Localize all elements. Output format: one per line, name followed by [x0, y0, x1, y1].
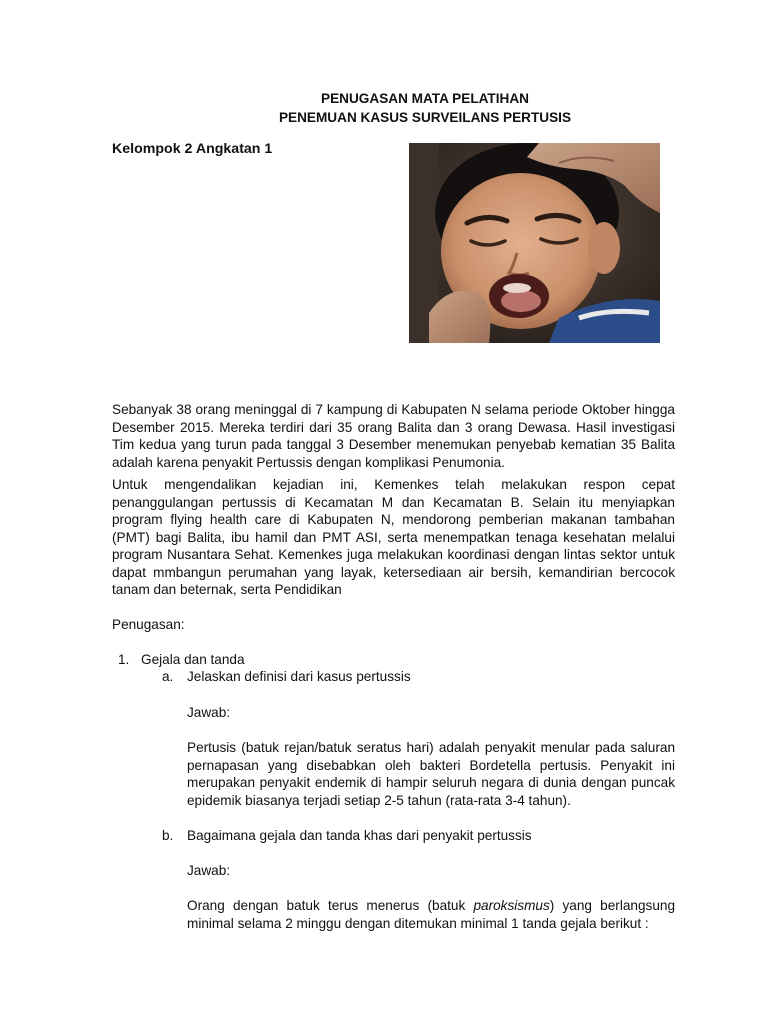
- subitem-a-answer-label: Jawab:: [187, 705, 231, 720]
- subitem-a-question: Jelaskan definisi dari kasus pertussis: [187, 669, 411, 684]
- list-item-title: Gejala dan tanda: [141, 652, 245, 667]
- subitem-b-answer: [187, 897, 675, 932]
- answer-b-end: ) yang berlangsung minimal selama 2 minggu dengan ditemukan minimal 1 tanda gejala berikut :: [187, 898, 676, 931]
- intro-paragraph: Sebanyak 38 orang meninggal di 7 kampung di Kabupaten N selama periode Oktober hingga Desember 2015. Mereka terdiri dari 35 orang Balita dan 3 orang Dewasa. Hasil investigasi Tim kedua yang turun pada tanggal 3 Desember menemukan penyebab kematian 35 Balita adalah karena penyakit Pertussis dengan komplikasi Penumonia.: [112, 402, 675, 470]
- title-line-1: PENUGASAN MATA PELATIHAN: [321, 91, 529, 106]
- subitem-b-question: Bagaimana gejala dan tanda khas dari penyakit pertussis: [187, 828, 532, 843]
- response-paragraph: Untuk mengendalikan kejadian ini, Kemenkes telah melakukan respon cepat penanggulangan pertussis di Kecamatan M dan Kecamatan B. Selain itu menyiapkan program flying health care di Kabupaten N, mendorong pemberian makanan tambahan (PMT) bagi Balita, ibu hamil dan PMT ASI, serta menempatkan tenaga kesehatan melalui program Nusantara Sehat. Kemenkes juga melakukan koordinasi dengan lintas sektor untuk dapat mmbangun perumahan yang layak, ketersediaan air bersih, kemandirian bercocok tanam dan beternak, serta Pendidikan: [112, 477, 675, 597]
- photo-illustration: [409, 143, 660, 343]
- subitem-a-letter: a.: [162, 669, 174, 684]
- subitem-a-answer: Pertusis (batuk rejan/batuk seratus hari) adalah penyakit menular pada saluran pernapasan yang disebabkan oleh bakteri Bordetella pertusis. Penyakit ini merupakan penyakit endemik di hampir seluruh negara di dunia dengan puncak epidemik biasanya terjadi setiap 2-5 tahun (rata-rata 3-4 tahun).: [187, 740, 675, 808]
- assignment-label: Penugasan:: [112, 617, 185, 632]
- coughing-child-photo: [409, 143, 660, 343]
- document-title: [112, 89, 738, 127]
- answer-b-start: Orang dengan batuk terus menerus (batuk: [187, 898, 474, 913]
- subitem-b-answer-label: Jawab:: [187, 863, 231, 878]
- answer-b-italic-term: paroksismus: [473, 898, 550, 913]
- subitem-b-letter: b.: [162, 828, 174, 843]
- group-label: Kelompok 2 Angkatan 1: [112, 141, 273, 157]
- list-item-number: 1.: [118, 652, 130, 667]
- title-line-2: PENEMUAN KASUS SURVEILANS PERTUSIS: [278, 110, 572, 125]
